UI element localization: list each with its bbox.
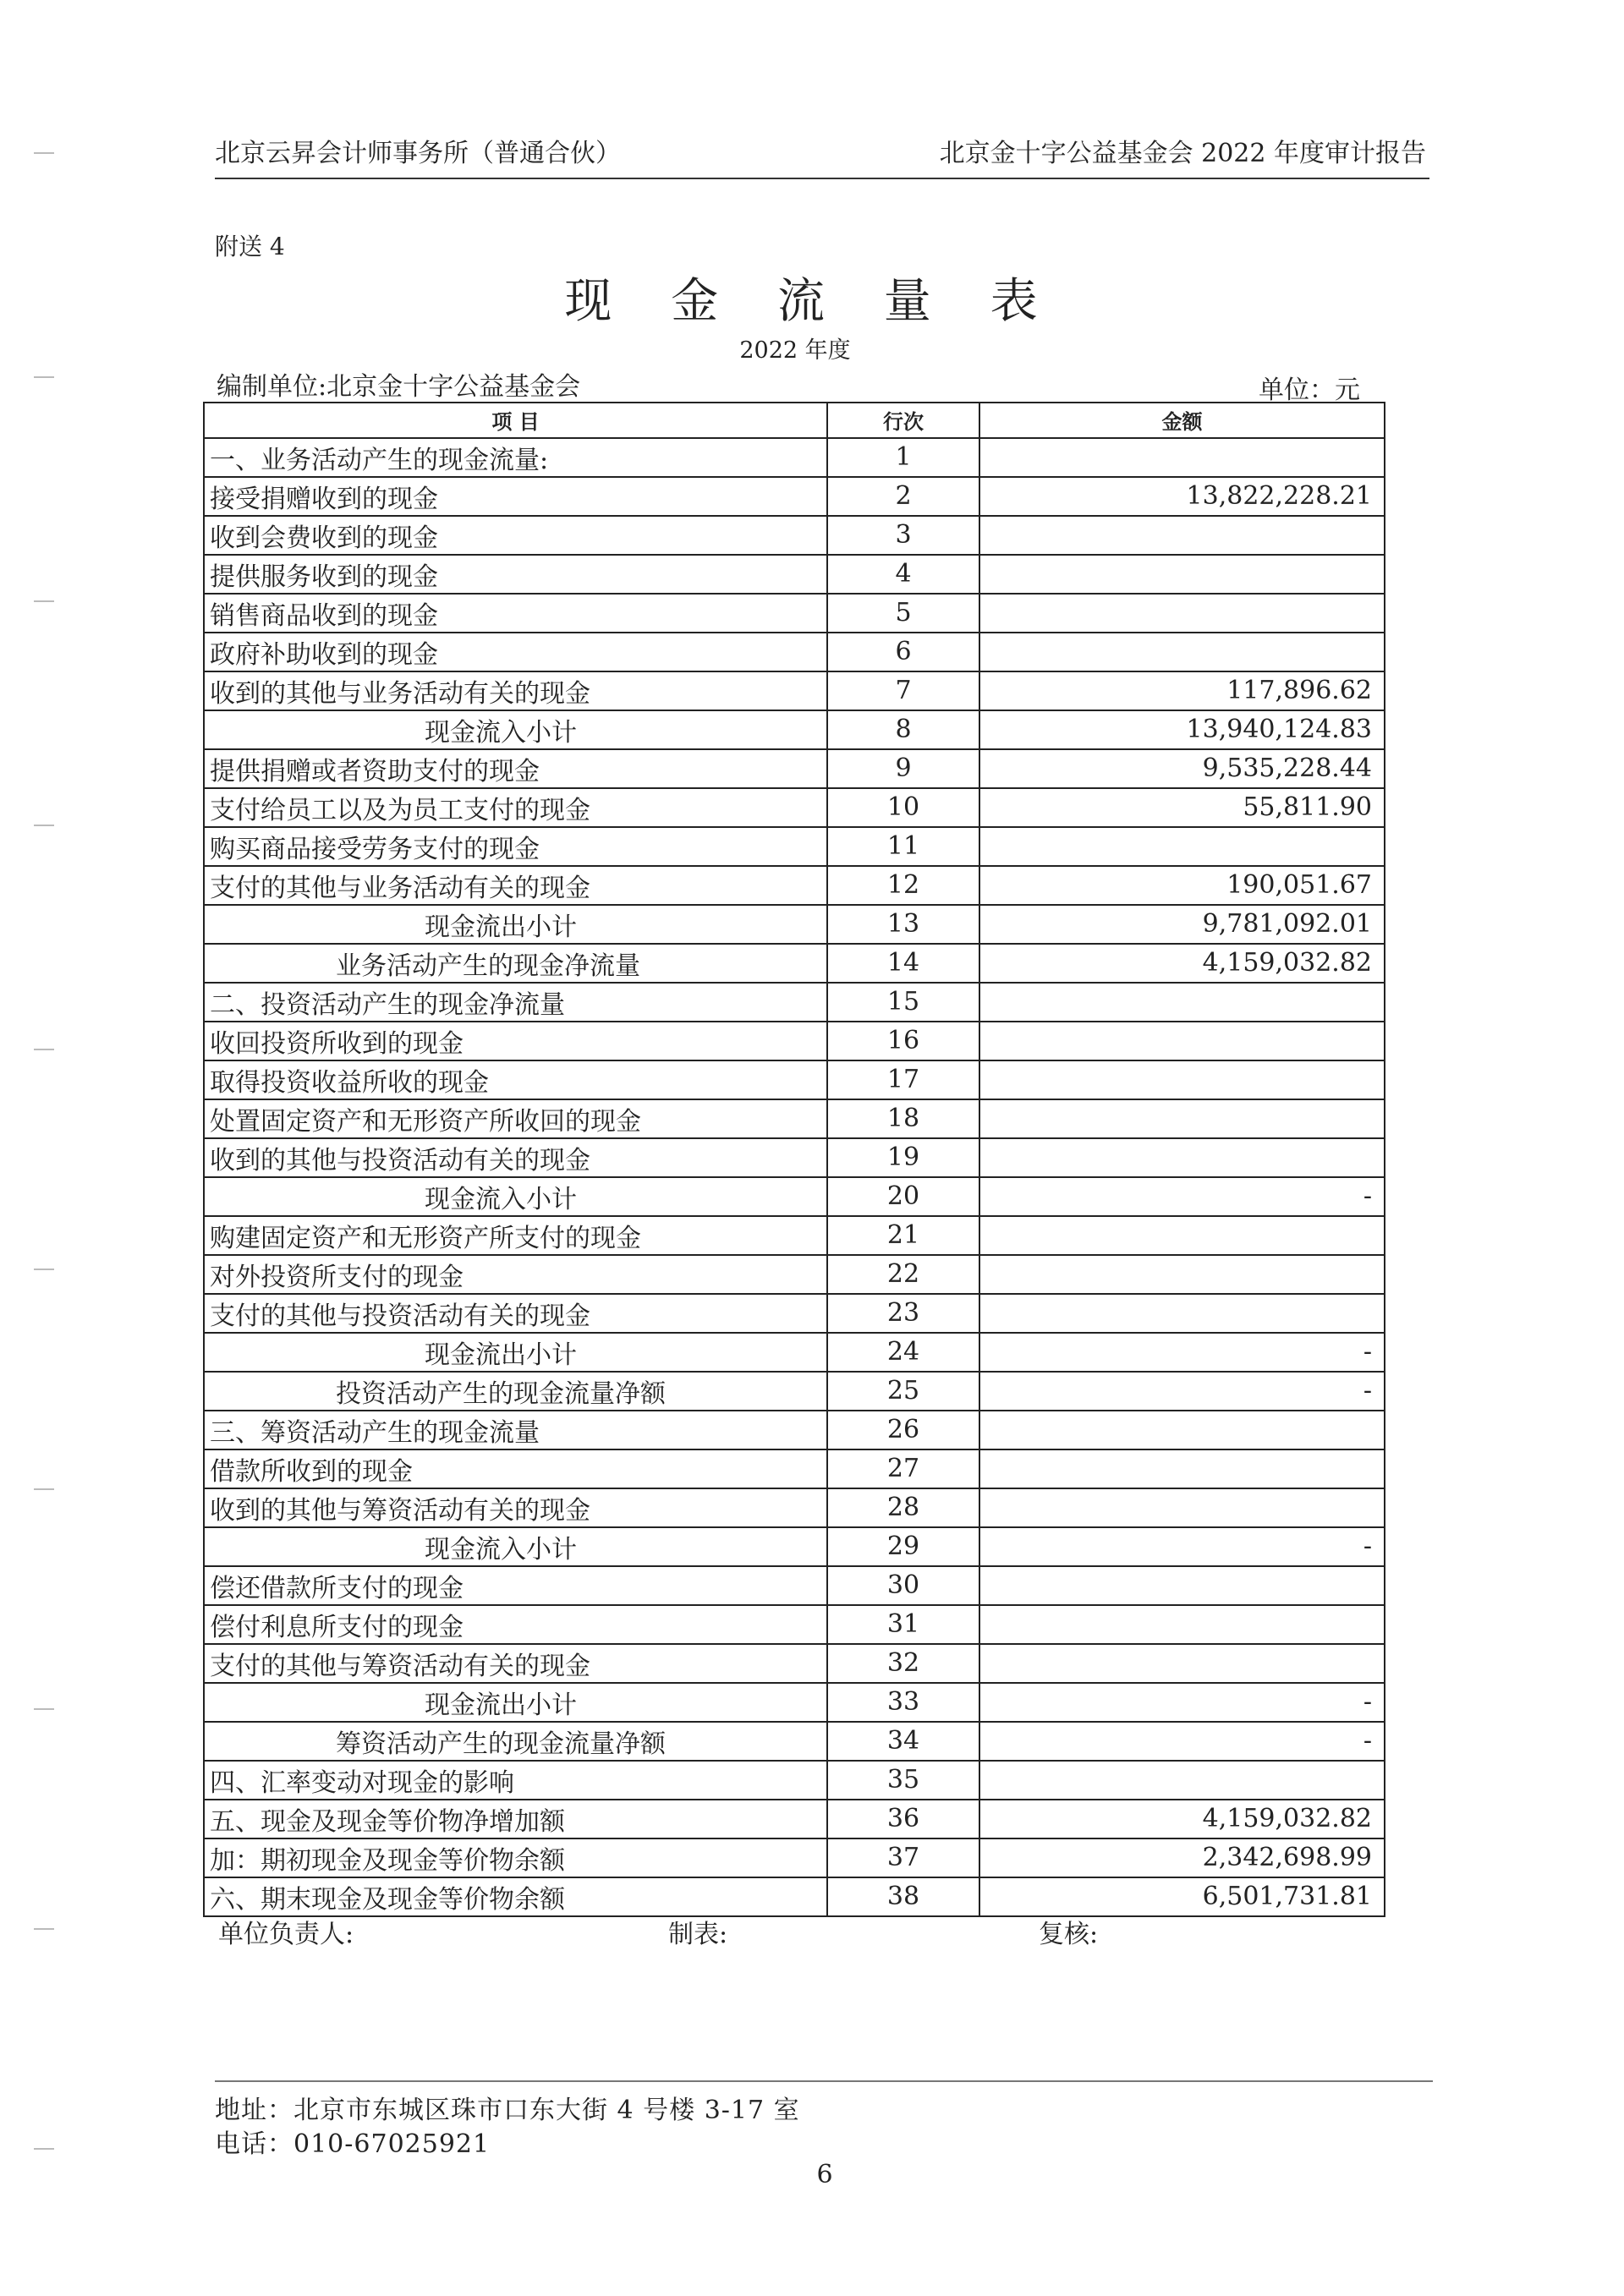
firm-name: 北京云昇会计师事务所（普通合伙） — [215, 139, 621, 168]
row-amount: - — [979, 1177, 1385, 1216]
report-year: 2022 年度 — [739, 337, 851, 364]
row-amount — [979, 827, 1385, 866]
table-row — [204, 983, 1385, 1022]
footer-divider — [215, 2080, 1433, 2082]
row-line-number: 23 — [827, 1294, 979, 1333]
binding-mark — [34, 1928, 54, 1930]
row-line-number: 37 — [827, 1838, 979, 1877]
row-item: 三、筹资活动产生的现金流量 — [204, 1411, 827, 1449]
row-line-number: 36 — [827, 1800, 979, 1838]
row-amount: 4,159,032.82 — [979, 1800, 1385, 1838]
row-item: 现金流出小计 — [204, 905, 827, 944]
row-line-number: 8 — [827, 710, 979, 749]
row-item: 偿付利息所支付的现金 — [204, 1605, 827, 1644]
table-row — [204, 1605, 1385, 1644]
row-item: 四、汇率变动对现金的影响 — [204, 1761, 827, 1800]
row-line-number: 22 — [827, 1255, 979, 1294]
table-row — [204, 1838, 1385, 1877]
table-body — [204, 438, 1385, 1916]
row-line-number: 18 — [827, 1099, 979, 1138]
table-row — [204, 788, 1385, 827]
binding-mark — [34, 1049, 54, 1050]
row-line-number: 4 — [827, 555, 979, 594]
row-line-number: 16 — [827, 1022, 979, 1060]
table-row — [204, 866, 1385, 905]
row-item: 二、投资活动产生的现金净流量 — [204, 983, 827, 1022]
binding-mark — [34, 1488, 54, 1490]
row-line-number: 15 — [827, 983, 979, 1022]
row-line-number: 38 — [827, 1877, 979, 1916]
column-header-item: 项 目 — [204, 403, 827, 438]
row-amount — [979, 1022, 1385, 1060]
signature-head: 单位负责人: — [218, 1920, 354, 1949]
row-line-number: 20 — [827, 1177, 979, 1216]
row-item: 现金流出小计 — [204, 1683, 827, 1722]
row-amount: 190,051.67 — [979, 866, 1385, 905]
binding-mark — [34, 1269, 54, 1270]
row-line-number: 13 — [827, 905, 979, 944]
row-item: 处置固定资产和无形资产所收回的现金 — [204, 1099, 827, 1138]
table-header-row — [204, 403, 1385, 438]
row-line-number: 27 — [827, 1449, 979, 1488]
table-row — [204, 1800, 1385, 1838]
table-row — [204, 1333, 1385, 1372]
signature-preparer: 制表: — [668, 1920, 728, 1949]
table-row — [204, 555, 1385, 594]
row-item: 政府补助收到的现金 — [204, 633, 827, 671]
row-line-number: 3 — [827, 516, 979, 555]
row-amount — [979, 516, 1385, 555]
table-row — [204, 516, 1385, 555]
column-header-amount: 金额 — [979, 403, 1385, 438]
row-amount: 13,940,124.83 — [979, 710, 1385, 749]
row-amount: - — [979, 1333, 1385, 1372]
row-item: 销售商品收到的现金 — [204, 594, 827, 633]
table-row — [204, 594, 1385, 633]
row-line-number: 24 — [827, 1333, 979, 1372]
table-row — [204, 1372, 1385, 1411]
row-amount: - — [979, 1527, 1385, 1566]
row-amount — [979, 1294, 1385, 1333]
table-row — [204, 1099, 1385, 1138]
row-line-number: 35 — [827, 1761, 979, 1800]
row-item: 五、现金及现金等价物净增加额 — [204, 1800, 827, 1838]
row-line-number: 6 — [827, 633, 979, 671]
preparing-org: 编制单位:北京金十字公益基金会 — [217, 372, 581, 402]
page-header — [215, 129, 1429, 179]
row-item: 现金流入小计 — [204, 710, 827, 749]
row-item: 收到的其他与投资活动有关的现金 — [204, 1138, 827, 1177]
row-line-number: 9 — [827, 749, 979, 788]
row-item: 支付的其他与业务活动有关的现金 — [204, 866, 827, 905]
table-row — [204, 1683, 1385, 1722]
row-item: 现金流入小计 — [204, 1177, 827, 1216]
footer-phone: 电话：010-67025921 — [215, 2129, 491, 2159]
binding-mark — [34, 600, 54, 602]
row-line-number: 7 — [827, 671, 979, 710]
binding-mark — [34, 152, 54, 154]
row-amount — [979, 1605, 1385, 1644]
row-line-number: 21 — [827, 1216, 979, 1255]
row-amount — [979, 1644, 1385, 1683]
row-item: 收到会费收到的现金 — [204, 516, 827, 555]
row-amount — [979, 983, 1385, 1022]
row-line-number: 14 — [827, 944, 979, 983]
table-row — [204, 1411, 1385, 1449]
row-amount: 55,811.90 — [979, 788, 1385, 827]
row-item: 业务活动产生的现金净流量 — [204, 944, 827, 983]
row-item: 借款所收到的现金 — [204, 1449, 827, 1488]
row-amount: 2,342,698.99 — [979, 1838, 1385, 1877]
row-line-number: 17 — [827, 1060, 979, 1099]
row-line-number: 28 — [827, 1488, 979, 1527]
table-row — [204, 1488, 1385, 1527]
row-line-number: 10 — [827, 788, 979, 827]
row-amount: - — [979, 1683, 1385, 1722]
row-line-number: 30 — [827, 1566, 979, 1605]
row-item: 取得投资收益所收的现金 — [204, 1060, 827, 1099]
row-amount — [979, 1761, 1385, 1800]
table-row — [204, 1022, 1385, 1060]
row-line-number: 33 — [827, 1683, 979, 1722]
row-amount: - — [979, 1722, 1385, 1761]
row-item: 一、业务活动产生的现金流量: — [204, 438, 827, 477]
row-amount: 117,896.62 — [979, 671, 1385, 710]
row-amount — [979, 438, 1385, 477]
table-row — [204, 1255, 1385, 1294]
row-amount — [979, 1449, 1385, 1488]
row-line-number: 1 — [827, 438, 979, 477]
row-amount — [979, 633, 1385, 671]
table-row — [204, 827, 1385, 866]
row-item: 收到的其他与业务活动有关的现金 — [204, 671, 827, 710]
row-amount — [979, 1216, 1385, 1255]
row-item: 筹资活动产生的现金流量净额 — [204, 1722, 827, 1761]
table-row — [204, 1527, 1385, 1566]
table-row — [204, 1449, 1385, 1488]
row-item: 现金流出小计 — [204, 1333, 827, 1372]
row-amount — [979, 1566, 1385, 1605]
row-item: 提供捐赠或者资助支付的现金 — [204, 749, 827, 788]
cash-flow-table — [203, 402, 1385, 1917]
row-item: 加：期初现金及现金等价物余额 — [204, 1838, 827, 1877]
row-item: 偿还借款所支付的现金 — [204, 1566, 827, 1605]
row-amount — [979, 1411, 1385, 1449]
row-amount: - — [979, 1372, 1385, 1411]
table-row — [204, 438, 1385, 477]
row-item: 收到的其他与筹资活动有关的现金 — [204, 1488, 827, 1527]
row-amount — [979, 1060, 1385, 1099]
row-item: 现金流入小计 — [204, 1527, 827, 1566]
row-amount: 6,501,731.81 — [979, 1877, 1385, 1916]
row-item: 支付的其他与筹资活动有关的现金 — [204, 1644, 827, 1683]
report-title: 北京金十字公益基金会 2022 年度审计报告 — [939, 139, 1426, 168]
table-row — [204, 710, 1385, 749]
table-row — [204, 1060, 1385, 1099]
row-amount — [979, 1099, 1385, 1138]
row-item: 购建固定资产和无形资产所支付的现金 — [204, 1216, 827, 1255]
binding-mark — [34, 376, 54, 378]
table-row — [204, 671, 1385, 710]
row-amount: 4,159,032.82 — [979, 944, 1385, 983]
signature-reviewer: 复核: — [1039, 1920, 1099, 1949]
table-row — [204, 1294, 1385, 1333]
row-item: 投资活动产生的现金流量净额 — [204, 1372, 827, 1411]
row-line-number: 2 — [827, 477, 979, 516]
binding-mark — [34, 825, 54, 826]
row-line-number: 5 — [827, 594, 979, 633]
row-item: 接受捐赠收到的现金 — [204, 477, 827, 516]
row-amount: 9,781,092.01 — [979, 905, 1385, 944]
row-line-number: 19 — [827, 1138, 979, 1177]
row-line-number: 29 — [827, 1527, 979, 1566]
table-row — [204, 1722, 1385, 1761]
row-amount — [979, 594, 1385, 633]
table-row — [204, 1177, 1385, 1216]
table-row — [204, 749, 1385, 788]
row-amount: 13,822,228.21 — [979, 477, 1385, 516]
table-row — [204, 944, 1385, 983]
row-item: 对外投资所支付的现金 — [204, 1255, 827, 1294]
page-number: 6 — [816, 2160, 833, 2189]
currency-unit: 单位：元 — [1259, 375, 1360, 405]
row-item: 支付给员工以及为员工支付的现金 — [204, 788, 827, 827]
table-row — [204, 905, 1385, 944]
row-line-number: 11 — [827, 827, 979, 866]
page-title: 现 金 流 量 表 — [564, 274, 1060, 329]
table-row — [204, 477, 1385, 516]
table-row — [204, 1138, 1385, 1177]
row-line-number: 25 — [827, 1372, 979, 1411]
row-line-number: 31 — [827, 1605, 979, 1644]
table-row — [204, 1216, 1385, 1255]
table-row — [204, 1644, 1385, 1683]
row-item: 购买商品接受劳务支付的现金 — [204, 827, 827, 866]
row-line-number: 12 — [827, 866, 979, 905]
row-item: 收回投资所收到的现金 — [204, 1022, 827, 1060]
footer-address: 地址：北京市东城区珠市口东大街 4 号楼 3-17 室 — [215, 2096, 800, 2125]
row-amount — [979, 1255, 1385, 1294]
binding-mark — [34, 1708, 54, 1710]
row-item: 六、期末现金及现金等价物余额 — [204, 1877, 827, 1916]
attachment-label: 附送 4 — [215, 233, 285, 260]
row-item: 支付的其他与投资活动有关的现金 — [204, 1294, 827, 1333]
binding-mark — [34, 2148, 54, 2150]
row-amount — [979, 555, 1385, 594]
row-line-number: 26 — [827, 1411, 979, 1449]
row-item: 提供服务收到的现金 — [204, 555, 827, 594]
row-line-number: 32 — [827, 1644, 979, 1683]
column-header-line: 行次 — [827, 403, 979, 438]
table-row — [204, 1761, 1385, 1800]
row-amount: 9,535,228.44 — [979, 749, 1385, 788]
row-amount — [979, 1138, 1385, 1177]
table-row — [204, 1566, 1385, 1605]
table-row — [204, 633, 1385, 671]
row-line-number: 34 — [827, 1722, 979, 1761]
row-amount — [979, 1488, 1385, 1527]
table-row — [204, 1877, 1385, 1916]
